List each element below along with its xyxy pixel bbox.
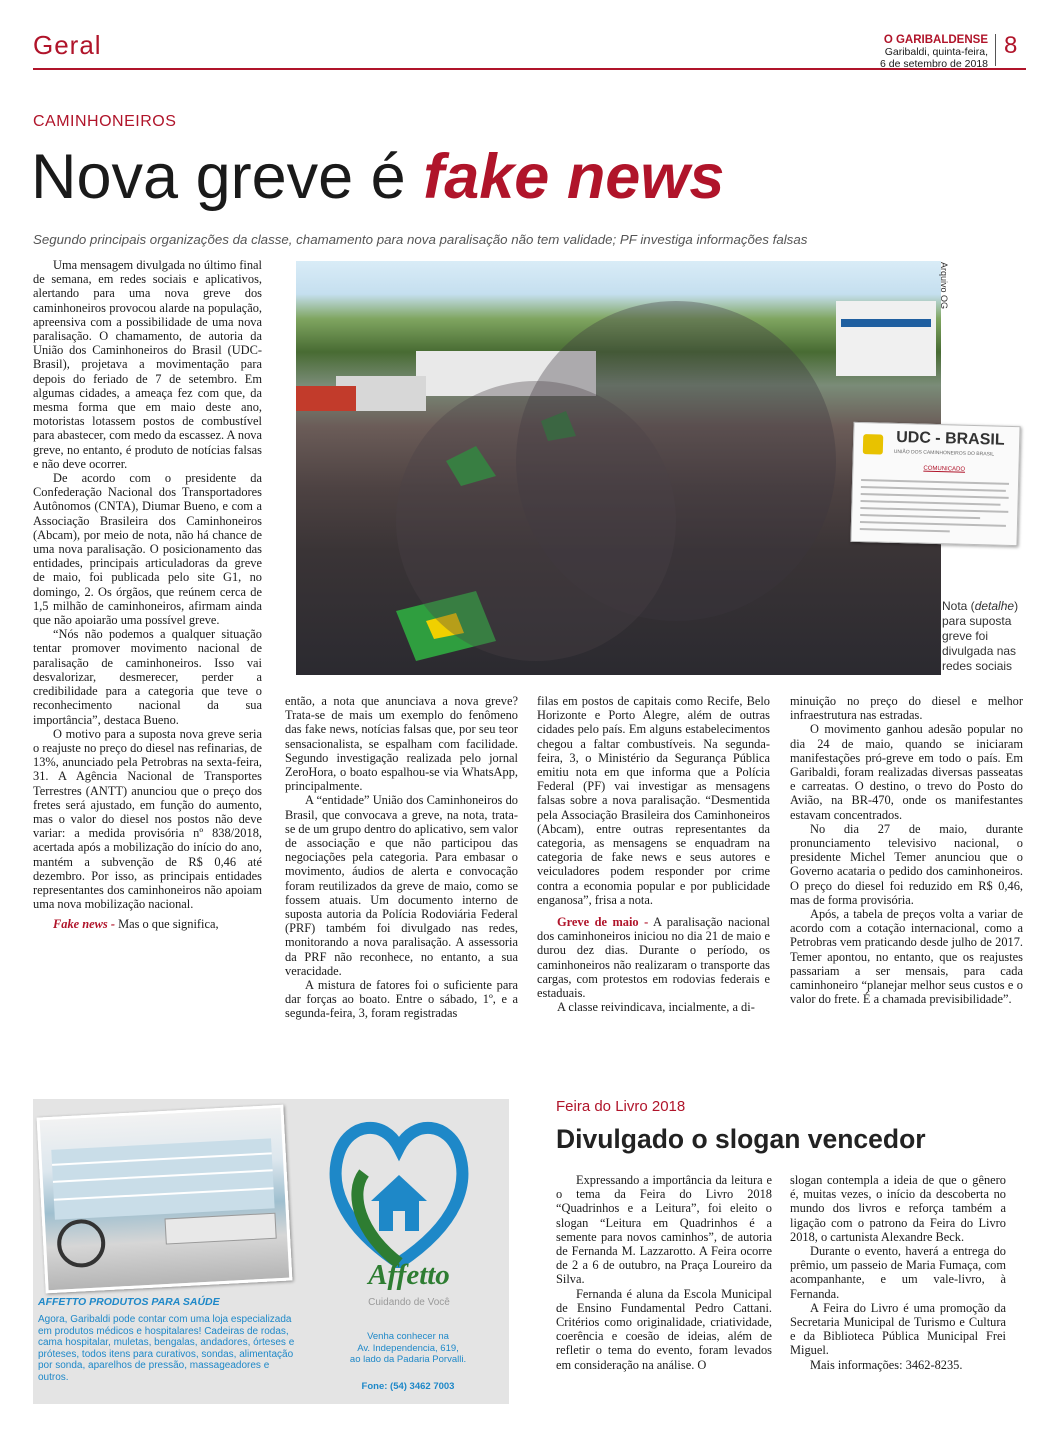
ad-phone: Fone: (54) 3462 7003 xyxy=(361,1381,455,1392)
story2-column-1 xyxy=(556,1173,772,1372)
paragraph: “Nós não podemos a qualquer situação tentar promover movimento nacional de paralisação de caminhoneiros. Isso vai desvalorizar, desmerecer, perder a credibilidade para a categoria que teve o reconhecimento nacional da sua importância”, destaca Bueno. xyxy=(33,627,262,727)
dateline-date: 6 de setembro de 2018 xyxy=(880,58,988,70)
greve-maio-subhead: Greve de maio - xyxy=(557,915,649,930)
paragraph: O motivo para a suposta nova greve seria o reajuste no preço do diesel nas refinarias, de 13%, anunciado pela Petrobras na sexta-feira, 31. A Agência Nacional de Transportes Terrestres (ANTT) anunciou que o preço dos fretes será ajustado, em função do aumento, mas o valor do diesel nos postos não deve variar: a medida provisória nº 838/2018, acertada após a mobilização do início do ano, mantém a subvenção de R$ 0,46 até dezembro. Por isso, as principais entidades representantes dos caminhoneiros não apoiam uma nova mobilização nacional. xyxy=(33,726,262,912)
photo-credit: Arquivo OG xyxy=(939,262,949,310)
notice-heading: COMUNICADO xyxy=(923,465,966,473)
paragraph: No dia 27 de maio, durante pronunciamento televisivo nacional, o presidente Michel Temer anunciou que o Governo acataria o pedido dos caminhoneiros. O preço do diesel foi reduzido em R$ 0,46, mas de forma provisória. xyxy=(790,821,1023,907)
story-headline xyxy=(31,140,724,214)
paragraph: De acordo com o presidente da Confederação Nacional dos Transportadores Autônomos (CNTA), Diumar Bueno, e com a Associação Brasileira dos Caminhoneiros (Abcam), por meio de nota, não há chance de uma nova paralisação. O posicionamento das entidades, principais articuladoras da greve de maio, foi publicada pelo site G1, no domingo, 2. Os órgãos, que reúnem cerca de 1,5 milhão de caminhoneiros, afirmam ainda que não apoiarão uma possível greve. xyxy=(33,471,262,628)
photo-illustration xyxy=(296,261,941,675)
udc-logo-icon xyxy=(863,434,884,455)
story-kicker: CAMINHONEIROS xyxy=(33,113,177,130)
notice-subtitle: UNIÃO DOS CAMINHONEIROS DO BRASIL xyxy=(893,448,995,458)
ad-products-text: Agora, Garibaldi pode contar com uma loja especializada em produtos médicos e hospitalares! Cadeiras de rodas, cama hospitalar, muletas, bengalas, andadores, órteses e próteses, todos itens para curativos, sondas, alimentação por sonda, aparelhos de pressão, massageadores e outros. xyxy=(38,1314,295,1383)
notice-text-line xyxy=(861,479,1009,485)
caption-emphasis: detalhe xyxy=(974,599,1015,613)
paragraph: filas em postos de capitais como Recife, Belo Horizonte e Porto Alegre, além de outras cidades pelo país. Em alguns estabelecimentos chegou a faltar combustíveis. Na segunda-feira, 3, o Ministério da Segurança Pública emitiu nota em que informa que a Polícia Federal (PF) vai investigar as mensagens falsas sobre a nova paralisação. “Desmentida pela Associação Brasileira dos Caminhoneiros (Abcam), entre outras representantes da categoria, as mensagens se enquadram na categoria de fake news e seus autores e veiculadores podem responder por crime contra a economia popular e por publicidade enganosa”, frisa a nota. xyxy=(537,694,770,907)
paragraph: Durante o evento, haverá a entrega do prêmio, um passeio de Maria Fumaça, com acompanhante, e um vale-livro, à Fernanda. xyxy=(790,1244,1006,1301)
header-rule xyxy=(33,68,1026,70)
notice-text-line xyxy=(861,486,1006,492)
notice-text-line xyxy=(860,507,1008,513)
notice-title: UDC - BRASIL xyxy=(895,428,1005,449)
notice-text-line xyxy=(860,521,1006,527)
notice-text-line xyxy=(861,500,1001,506)
section-title: Geral xyxy=(33,30,102,60)
story-column-1 xyxy=(33,258,262,932)
story2-kicker: Feira do Livro 2018 xyxy=(556,1098,686,1115)
paragraph-fake-news xyxy=(33,917,262,931)
story-column-3 xyxy=(537,694,770,1014)
fake-news-subhead: Fake news - xyxy=(53,917,115,932)
paragraph: Uma mensagem divulgada no último final de semana, em redes sociais e aplicativos, alertando para uma nova greve dos caminhoneiros provocou alarde na população, apreensiva com a possibilidade de uma nova paralisação. O chamamento, de autoria da União dos Caminhoneiros do Brasil (UDC-Brasil), projetava a movimentação para depois do feriado de 7 de setembro. Em algumas cidades, a ameaça fez com que, da mesma forma que em maio deste ano, motoristas lotassem postos de combustível para abastecer, com medo da escassez. A nova greve, no entanto, é produto de notícias falsas e não deve ocorrer. xyxy=(33,258,262,471)
notice-text-line xyxy=(861,493,1009,499)
udc-brasil-notice-inset xyxy=(850,422,1020,546)
paragraph: A “entidade” União dos Caminhoneiros do Brasil, que convocava a greve, na nota, trata-se de um grupo dentro do aplicativo, sem valor de associação e que não participou das negociações pela categoria. Para embasar o movimento, áudios de alerta e convocação foram reutilizados da greve de maio, como se fossem atuais. Um documento interno de suposta autoria da Polícia Rodoviária Federal (PRF) também foi divulgado nas redes, monitorando a nova paralisação. A assessoria da PRF não reconhece, no entanto, a sua veracidade. xyxy=(285,793,518,978)
page-number-separator xyxy=(995,34,996,66)
ad-address-line: Venha conhecer na xyxy=(367,1331,449,1342)
caption-text: ) para suposta greve foi divulgada nas redes sociais xyxy=(942,599,1019,673)
headline-plain: Nova greve é xyxy=(31,142,424,212)
truckers-protest-photo xyxy=(296,261,941,675)
paragraph: slogan contempla a ideia de que o gênero é, muitas vezes, o início da descoberta no mundo dos livros e reforça também a ligação com o patrono da Feira do Livro 2018, o cartunista Alexandre Beck. xyxy=(790,1173,1006,1244)
paragraph: Após, a tabela de preços volta a variar de acordo com a cotação internacional, como a Petrobras vem praticando desde julho de 2017. Temer apontou, no entanto, que os reajustes passariam a ser mensais, para cada caminhoneiro “planejar melhor seus custos e o valor do frete. É a chamada previsibilidade”. xyxy=(790,907,1023,1007)
photo-caption xyxy=(942,599,1024,674)
story2-headline: Divulgado o slogan vencedor xyxy=(556,1124,926,1154)
story-column-2 xyxy=(285,694,518,1021)
caption-text: Nota ( xyxy=(942,599,975,613)
fake-news-text: Mas o que significa, xyxy=(114,917,219,932)
paragraph: O movimento ganhou adesão popular no dia 24 de maio, quando se iniciaram manifestações pró-greve em todo o país. Em Garibaldi, foram realizadas diversas passeatas e carreatas. O destino, o trevo do Posto do Avião, na BR-470, onde os manifestantes estavam concentrados. xyxy=(790,722,1023,822)
story-subhead: Segundo principais organizações da classe, chamamento para nova paralisação não tem validade; PF investiga informações falsas xyxy=(33,232,808,247)
store-interior-photo xyxy=(37,1105,293,1294)
affetto-heart-house-logo-icon xyxy=(329,1113,469,1268)
ad-products-title: AFFETTO PRODUTOS PARA SAÚDE xyxy=(38,1296,220,1308)
dateline-weekday: Garibaldi, quinta-feira, xyxy=(884,46,988,58)
paragraph: Fernanda é aluna da Escola Municipal de Ensino Fundamental Pedro Cattani. Critérios como originalidade, criatividade, coerência e coesão de ideias, além de refletir o tema do evento, foram levados em consideração na análise. O xyxy=(556,1286,772,1372)
ad-tagline: Cuidando de Você xyxy=(368,1297,450,1308)
notice-text-line xyxy=(860,514,980,519)
page-number: 8 xyxy=(1004,32,1018,59)
paragraph: A classe reivindicava, incialmente, a di- xyxy=(557,1000,755,1015)
ad-address-line: Av. Independencia, 619, xyxy=(357,1342,459,1354)
story-column-4 xyxy=(790,694,1023,1006)
paragraph: Mais informações: 3462-8235. xyxy=(810,1357,963,1372)
paragraph-greve-maio xyxy=(537,915,770,1000)
ad-address xyxy=(328,1331,488,1366)
greve-maio-text: A paralisação nacional dos caminhoneiros iniciou no dia 21 de maio e durou dez dias. Durante o período, os caminhoneiros não realizaram o transporte das cargas, com protestos em rodovias federais e estaduais. xyxy=(537,915,770,1001)
paragraph: Expressando a importância da leitura e o tema da Feira do Livro 2018 “Quadrinhos e a Leitura”, foi eleito o slogan “Leitura em Quadrinhos é a semente para novos caminhos”, de autoria de Fernanda M. Lazzarotto. A Feira ocorre de 2 a 6 de outubro, na Praça Loureiro da Silva. xyxy=(556,1173,772,1287)
notice-text-line xyxy=(860,528,950,532)
ad-brand-name: Affetto xyxy=(368,1259,450,1291)
story2-column-2 xyxy=(790,1173,1006,1372)
store-illustration xyxy=(40,1108,290,1290)
headline-emphasis: fake news xyxy=(423,142,725,212)
paper-info xyxy=(880,34,988,70)
paragraph: então, a nota que anunciava a nova greve? Trata-se de mais um exemplo do fenômeno das fake news, notícias falsas que, por seu teor sensacionalista, se espalham com facilidade. Segundo investigação realizada pelo jornal ZeroHora, o boato espalhou-se via WhatsApp, principalmente. xyxy=(285,694,518,794)
paragraph: minuição no preço do diesel e melhor infraestrutura nas estradas. xyxy=(790,694,1023,723)
ad-address-line: ao lado da Padaria Porvalli. xyxy=(349,1354,467,1365)
paragraph: A Feira do Livro é uma promoção da Secretaria Municipal de Turismo e Cultura e da Biblioteca Pública Municipal Frei Miguel. xyxy=(790,1300,1006,1358)
paper-name: O GARIBALDENSE xyxy=(883,34,988,46)
paragraph: A mistura de fatores foi o suficiente para dar forças ao boato. Entre o sábado, 1º, e a segunda-feira, 3, foram registradas xyxy=(285,978,518,1021)
